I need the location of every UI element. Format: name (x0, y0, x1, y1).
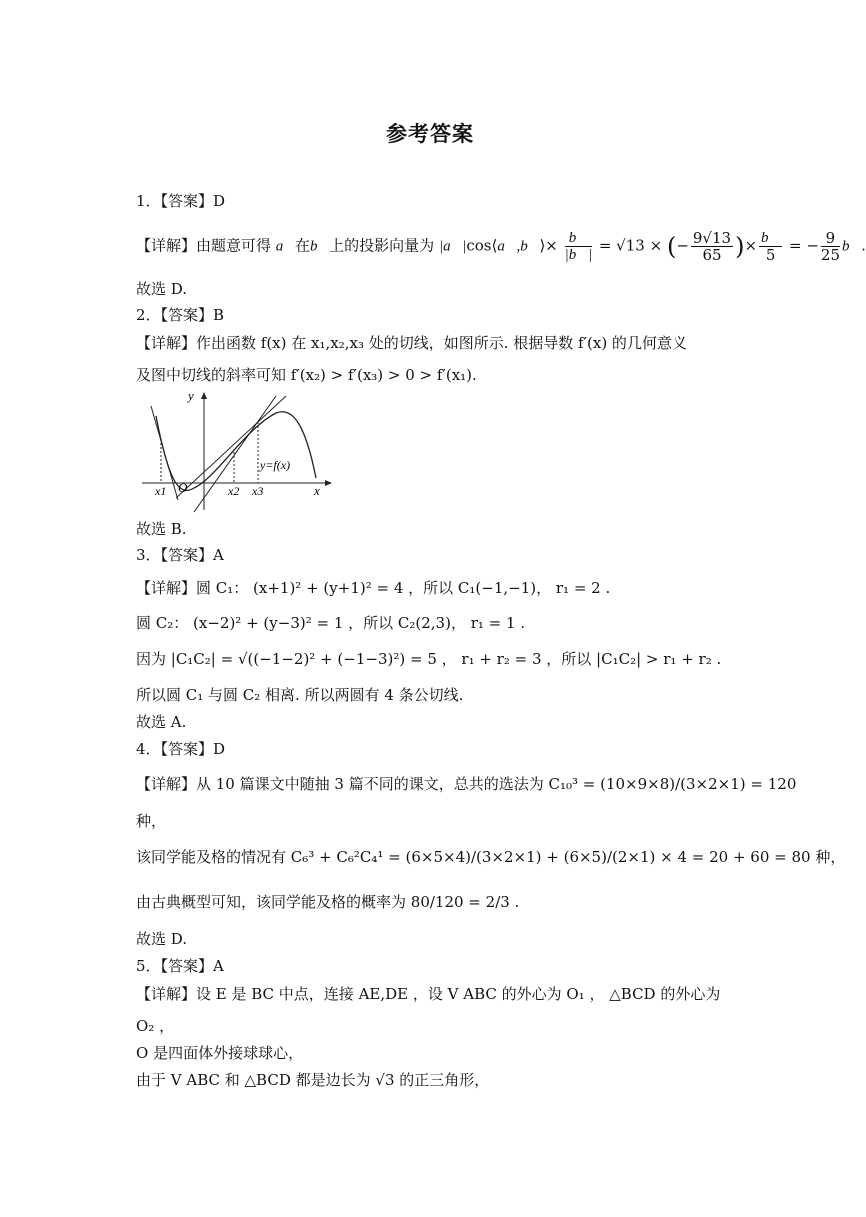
tick-x3: x3 (252, 484, 264, 498)
answer-1: 1．【答案】D (136, 192, 226, 210)
tick-x2: x2 (228, 484, 240, 498)
detail-4-line4: 由古典概型可知，该同学能及格的概率为 80/120 = 2/3 . (136, 893, 520, 911)
detail-2-line2: 及图中切线的斜率可知 f′(x₂) > f′(x₃) > 0 > f′(x₁). (136, 366, 477, 384)
x-axis-label: x (314, 483, 320, 498)
answer-4: 4．【答案】D (136, 740, 226, 758)
detail-3-line1: 【详解】圆 C₁： (x+1)² + (y+1)² = 4 ，所以 C₁(−1,−1)， r₁ = 2 . (136, 579, 611, 597)
conclusion-1: 故选 D. (136, 280, 188, 298)
detail-1: 【详解】由题意可得 a⃗在b⃗上的投影向量为 |a⃗|cos⟨a⃗,b⃗⟩× $\frac{b⃗}{|b⃗|}$ = √13 × (− $\frac{9√13}{65}$ )× $\frac{b⃗}{5}$ = − $\frac{9}{25}$ b⃗. (136, 229, 866, 264)
detail-5-line3: O 是四面体外接球球心， (136, 1044, 304, 1062)
answer-2: 2．【答案】B (136, 306, 225, 324)
detail-4-line3: 该同学能及格的情况有 C₆³ + C₆²C₄¹ = (6×5×4)/(3×2×1) + (6×5)/(2×1) × 4 = 20 + 60 = 80 种， (136, 848, 846, 866)
derivative-figure (136, 388, 336, 513)
detail-5-line4: 由于 V ABC 和 △BCD 都是边长为 √3 的正三角形， (136, 1071, 490, 1089)
answer-3: 3．【答案】A (136, 546, 224, 564)
detail-4-line2: 种， (136, 812, 167, 830)
conclusion-2: 故选 B. (136, 520, 187, 538)
curve-label: y=f(x) (260, 458, 291, 472)
detail-3-line3: 因为 |C₁C₂| = √((−1−2)² + (−1−3)²) = 5 ， r₁ + r₂ = 3 ，所以 |C₁C₂| > r₁ + r₂ . (136, 650, 722, 668)
detail-2-line1: 【详解】作出函数 f(x) 在 x₁,x₂,x₃ 处的切线，如图所示. 根据导数 f′(x) 的几何意义 (136, 334, 687, 352)
answer-5: 5．【答案】A (136, 957, 224, 975)
origin-label: O (178, 480, 188, 495)
detail-5-line1: 【详解】设 E 是 BC 中点，连接 AE,DE ，设 V ABC 的外心为 O₁ ， △BCD 的外心为 (136, 985, 721, 1003)
detail-5-line2: O₂ ， (136, 1017, 175, 1035)
conclusion-3: 故选 A. (136, 713, 187, 731)
conclusion-4: 故选 D. (136, 930, 188, 948)
tick-x1: x1 (155, 484, 167, 498)
page-title: 参考答案 (386, 122, 474, 146)
detail-4-line1: 【详解】从 10 篇课文中随抽 3 篇不同的课文，总共的选法为 C₁₀³ = (10×9×8)/(3×2×1) = 120 (136, 775, 797, 793)
detail-3-line2: 圆 C₂： (x−2)² + (y−3)² = 1 ，所以 C₂(2,3)， r₁ = 1 . (136, 614, 526, 632)
detail-3-line4: 所以圆 C₁ 与圆 C₂ 相离. 所以两圆有 4 条公切线. (136, 686, 464, 704)
y-axis-label: y (188, 388, 194, 403)
